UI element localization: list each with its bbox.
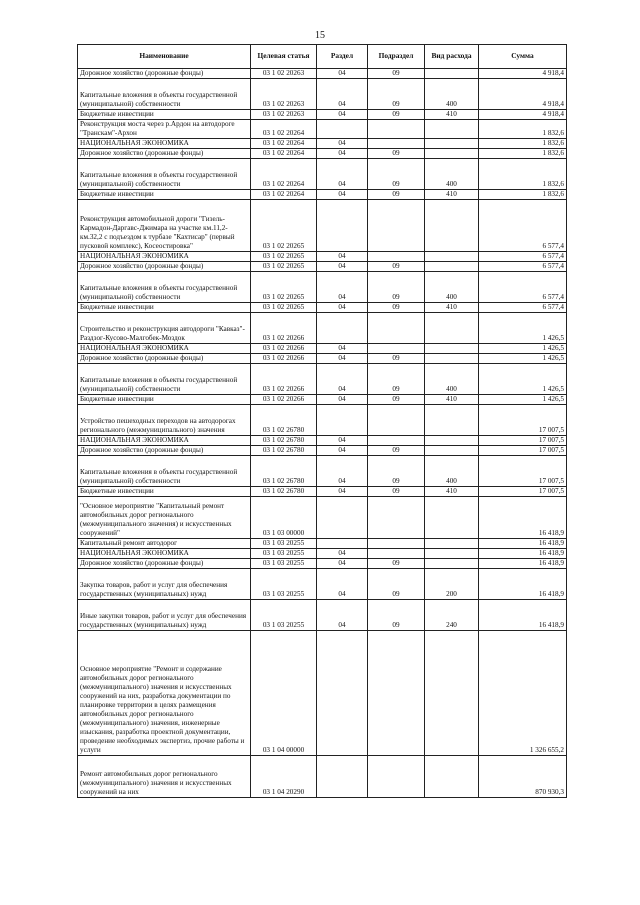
cell-expense-type: [425, 69, 479, 79]
table-row: [78, 344, 567, 354]
cell-expense-type: 410: [425, 110, 479, 120]
cell-section: 04: [317, 446, 368, 456]
table-row: [78, 756, 567, 798]
table-row: [78, 149, 567, 159]
cell-target-article: 03 1 02 20265: [251, 252, 317, 262]
cell-name: Дорожное хозяйство (дорожные фонды): [78, 559, 251, 569]
cell-subsection: [368, 549, 425, 559]
cell-section: [317, 405, 368, 436]
cell-sum: 1 832,6: [479, 120, 567, 139]
cell-subsection: 09: [368, 487, 425, 497]
cell-section: 04: [317, 272, 368, 303]
cell-section: [317, 120, 368, 139]
cell-sum: 1 832,6: [479, 149, 567, 159]
cell-name: Дорожное хозяйство (дорожные фонды): [78, 262, 251, 272]
cell-name: Капитальные вложения в объекты государственной (муниципальной) собственности: [78, 272, 251, 303]
cell-target-article: 03 1 02 20264: [251, 159, 317, 190]
cell-subsection: 09: [368, 110, 425, 120]
cell-target-article: 03 1 02 20265: [251, 262, 317, 272]
cell-subsection: 09: [368, 272, 425, 303]
cell-sum: 1 832,6: [479, 139, 567, 149]
cell-name: НАЦИОНАЛЬНАЯ ЭКОНОМИКА: [78, 436, 251, 446]
cell-target-article: 03 1 02 20264: [251, 190, 317, 200]
cell-sum: 17 007,5: [479, 436, 567, 446]
table-row: [78, 436, 567, 446]
cell-name: Бюджетные инвестиции: [78, 303, 251, 313]
cell-name: НАЦИОНАЛЬНАЯ ЭКОНОМИКА: [78, 549, 251, 559]
cell-target-article: 03 1 03 20255: [251, 600, 317, 631]
cell-target-article: 03 1 03 20255: [251, 559, 317, 569]
cell-subsection: 09: [368, 600, 425, 631]
cell-target-article: 03 1 02 20263: [251, 110, 317, 120]
cell-expense-type: 410: [425, 303, 479, 313]
cell-subsection: 09: [368, 354, 425, 364]
table-row: [78, 446, 567, 456]
cell-subsection: 09: [368, 364, 425, 395]
cell-expense-type: [425, 313, 479, 344]
cell-name: Дорожное хозяйство (дорожные фонды): [78, 149, 251, 159]
cell-name: Капитальные вложения в объекты государственной (муниципальной) собственности: [78, 456, 251, 487]
table-row: [78, 559, 567, 569]
cell-section: 04: [317, 569, 368, 600]
cell-expense-type: 400: [425, 456, 479, 487]
cell-section: 04: [317, 139, 368, 149]
table-row: [78, 569, 567, 600]
table-row: [78, 313, 567, 344]
cell-name: Капитальные вложения в объекты государственной (муниципальной) собственности: [78, 159, 251, 190]
cell-sum: 16 418,9: [479, 559, 567, 569]
cell-expense-type: [425, 252, 479, 262]
cell-target-article: 03 1 02 20264: [251, 120, 317, 139]
cell-sum: 17 007,5: [479, 446, 567, 456]
cell-subsection: 09: [368, 559, 425, 569]
cell-subsection: [368, 756, 425, 798]
cell-name: Бюджетные инвестиции: [78, 110, 251, 120]
cell-subsection: [368, 313, 425, 344]
cell-name: Ремонт автомобильных дорог регионального (межмуниципального) значения и искусственных сооружений на них: [78, 756, 251, 798]
cell-sum: 1 832,6: [479, 190, 567, 200]
cell-target-article: 03 1 02 26780: [251, 487, 317, 497]
table-row: [78, 497, 567, 539]
cell-subsection: 09: [368, 159, 425, 190]
cell-target-article: 03 1 02 20266: [251, 354, 317, 364]
header-target-article: Целевая статья: [251, 45, 317, 69]
header-section: Раздел: [317, 45, 368, 69]
cell-sum: 17 007,5: [479, 487, 567, 497]
cell-subsection: [368, 139, 425, 149]
cell-section: 04: [317, 149, 368, 159]
cell-subsection: [368, 405, 425, 436]
table-row: [78, 405, 567, 436]
table-row: [78, 354, 567, 364]
cell-sum: 16 418,9: [479, 497, 567, 539]
cell-expense-type: 410: [425, 395, 479, 405]
cell-name: "Основное мероприятие "Капитальный ремонт автомобильных дорог регионального (межмуниципального значения) и искусственных сооружений": [78, 497, 251, 539]
cell-expense-type: 410: [425, 190, 479, 200]
table-row: [78, 262, 567, 272]
cell-expense-type: [425, 120, 479, 139]
cell-section: [317, 200, 368, 252]
cell-sum: 6 577,4: [479, 200, 567, 252]
cell-target-article: 03 1 02 20264: [251, 139, 317, 149]
cell-expense-type: 200: [425, 569, 479, 600]
cell-sum: 1 426,5: [479, 395, 567, 405]
cell-expense-type: [425, 405, 479, 436]
table-row: [78, 539, 567, 549]
cell-section: 04: [317, 559, 368, 569]
cell-subsection: 09: [368, 395, 425, 405]
cell-name: Реконструкция моста через р.Ардон на автодороге "Транскам"-Архон: [78, 120, 251, 139]
cell-subsection: [368, 436, 425, 446]
cell-section: 04: [317, 190, 368, 200]
cell-subsection: 09: [368, 190, 425, 200]
cell-sum: 1 426,5: [479, 364, 567, 395]
cell-section: 04: [317, 110, 368, 120]
table-row: [78, 159, 567, 190]
cell-sum: 1 832,6: [479, 159, 567, 190]
cell-expense-type: 400: [425, 79, 479, 110]
cell-sum: 1 426,5: [479, 313, 567, 344]
cell-target-article: 03 1 02 20265: [251, 272, 317, 303]
cell-section: 04: [317, 252, 368, 262]
cell-section: [317, 497, 368, 539]
table-row: [78, 303, 567, 313]
cell-section: 04: [317, 436, 368, 446]
table-row: [78, 364, 567, 395]
cell-name: Бюджетные инвестиции: [78, 190, 251, 200]
cell-sum: 870 930,3: [479, 756, 567, 798]
cell-expense-type: [425, 354, 479, 364]
cell-name: Бюджетные инвестиции: [78, 395, 251, 405]
cell-subsection: 09: [368, 149, 425, 159]
table-row: [78, 549, 567, 559]
table-row: [78, 600, 567, 631]
cell-subsection: [368, 120, 425, 139]
cell-section: 04: [317, 159, 368, 190]
cell-section: 04: [317, 303, 368, 313]
cell-name: НАЦИОНАЛЬНАЯ ЭКОНОМИКА: [78, 344, 251, 354]
cell-name: Закупка товаров, работ и услуг для обеспечения государственных (муниципальных) нужд: [78, 569, 251, 600]
cell-sum: 6 577,4: [479, 272, 567, 303]
cell-sum: 6 577,4: [479, 262, 567, 272]
cell-sum: 17 007,5: [479, 405, 567, 436]
cell-name: Бюджетные инвестиции: [78, 487, 251, 497]
cell-expense-type: 410: [425, 487, 479, 497]
cell-target-article: 03 1 02 20266: [251, 395, 317, 405]
page-number: 15: [315, 30, 325, 41]
cell-subsection: [368, 344, 425, 354]
cell-target-article: 03 1 02 20264: [251, 149, 317, 159]
cell-subsection: [368, 497, 425, 539]
cell-expense-type: [425, 262, 479, 272]
cell-sum: 16 418,9: [479, 600, 567, 631]
cell-section: 04: [317, 344, 368, 354]
cell-name: Капитальные вложения в объекты государственной (муниципальной) собственности: [78, 364, 251, 395]
cell-target-article: 03 1 02 20266: [251, 364, 317, 395]
cell-section: 04: [317, 456, 368, 487]
cell-subsection: 09: [368, 69, 425, 79]
cell-subsection: 09: [368, 446, 425, 456]
cell-expense-type: 400: [425, 159, 479, 190]
cell-section: 04: [317, 549, 368, 559]
cell-subsection: [368, 539, 425, 549]
cell-subsection: [368, 631, 425, 756]
cell-section: 04: [317, 600, 368, 631]
cell-sum: 4 918,4: [479, 110, 567, 120]
cell-name: Основное мероприятие "Ремонт и содержание автомобильных дорог регионального (межмуниципального) значения и искусственных сооружений на них, разработка документации по планировке территории в целях размещения автомобильных дорог регионального (межмуниципального) значения, инженерные изыскания, разработка проектной документации, проведение необходимых экспертиз, прочие работы и услуги: [78, 631, 251, 756]
cell-expense-type: 400: [425, 272, 479, 303]
cell-target-article: 03 1 02 20265: [251, 200, 317, 252]
table-row: [78, 200, 567, 252]
cell-subsection: [368, 200, 425, 252]
table-row: [78, 456, 567, 487]
table-row: [78, 190, 567, 200]
cell-section: 04: [317, 487, 368, 497]
table-row: [78, 120, 567, 139]
cell-target-article: 03 1 04 00000: [251, 631, 317, 756]
cell-name: Иные закупки товаров, работ и услуг для обеспечения государственных (муниципальных) нужд: [78, 600, 251, 631]
table-row: [78, 139, 567, 149]
cell-name: Строительство и реконструкция автодороги "Кавказ"-Раздзог-Кусово-Малгобек-Моздок: [78, 313, 251, 344]
table-row: [78, 395, 567, 405]
header-expense-type: Вид расхода: [425, 45, 479, 69]
cell-sum: 1 426,5: [479, 344, 567, 354]
budget-table: [77, 44, 567, 798]
cell-sum: 1 426,5: [479, 354, 567, 364]
header-name: Наименование: [78, 45, 251, 69]
cell-subsection: 09: [368, 456, 425, 487]
cell-expense-type: [425, 200, 479, 252]
table-row: [78, 110, 567, 120]
cell-expense-type: [425, 344, 479, 354]
table-row: [78, 79, 567, 110]
header-subsection: Подраздел: [368, 45, 425, 69]
table-row: [78, 631, 567, 756]
cell-expense-type: [425, 549, 479, 559]
cell-name: НАЦИОНАЛЬНАЯ ЭКОНОМИКА: [78, 139, 251, 149]
cell-section: [317, 539, 368, 549]
cell-target-article: 03 1 02 20266: [251, 344, 317, 354]
table-header-row: [78, 45, 567, 69]
cell-expense-type: [425, 631, 479, 756]
cell-sum: 4 918,4: [479, 79, 567, 110]
cell-target-article: 03 1 02 26780: [251, 456, 317, 487]
cell-target-article: 03 1 02 20263: [251, 79, 317, 110]
cell-target-article: 03 1 02 20265: [251, 303, 317, 313]
cell-name: Реконструкция автомобильной дороги "Гизель-Кармадон-Даргавс-Джимара на участке км.11,2-км.32,2 с подъездом к турбазе "Кахтисар" (первый пусковой комплекс), Косеостировка": [78, 200, 251, 252]
cell-name: НАЦИОНАЛЬНАЯ ЭКОНОМИКА: [78, 252, 251, 262]
cell-name: Дорожное хозяйство (дорожные фонды): [78, 354, 251, 364]
cell-sum: 1 326 655,2: [479, 631, 567, 756]
cell-expense-type: [425, 539, 479, 549]
cell-subsection: 09: [368, 569, 425, 600]
cell-sum: 6 577,4: [479, 303, 567, 313]
cell-expense-type: [425, 149, 479, 159]
cell-target-article: 03 1 02 20263: [251, 69, 317, 79]
cell-subsection: [368, 252, 425, 262]
cell-expense-type: [425, 139, 479, 149]
cell-section: 04: [317, 79, 368, 110]
cell-target-article: 03 1 02 26780: [251, 436, 317, 446]
cell-section: 04: [317, 364, 368, 395]
cell-section: [317, 313, 368, 344]
cell-section: [317, 756, 368, 798]
header-sum: Сумма: [479, 45, 567, 69]
cell-target-article: 03 1 03 00000: [251, 497, 317, 539]
cell-expense-type: [425, 756, 479, 798]
cell-sum: 17 007,5: [479, 456, 567, 487]
cell-subsection: 09: [368, 79, 425, 110]
cell-expense-type: [425, 436, 479, 446]
cell-expense-type: [425, 497, 479, 539]
table-row: [78, 252, 567, 262]
cell-name: Устройство пешеходных переходов на автодорогах регионального (межмуниципального) значения: [78, 405, 251, 436]
cell-expense-type: 400: [425, 364, 479, 395]
table-row: [78, 272, 567, 303]
cell-section: 04: [317, 354, 368, 364]
cell-target-article: 03 1 04 20290: [251, 756, 317, 798]
cell-name: Капитальный ремонт автодорог: [78, 539, 251, 549]
cell-sum: 6 577,4: [479, 252, 567, 262]
cell-sum: 16 418,9: [479, 569, 567, 600]
cell-expense-type: [425, 559, 479, 569]
cell-name: Дорожное хозяйство (дорожные фонды): [78, 446, 251, 456]
cell-sum: 16 418,9: [479, 539, 567, 549]
table-row: [78, 69, 567, 79]
cell-sum: 4 918,4: [479, 69, 567, 79]
cell-target-article: 03 1 03 20255: [251, 569, 317, 600]
cell-subsection: 09: [368, 262, 425, 272]
cell-target-article: 03 1 03 20255: [251, 549, 317, 559]
cell-target-article: 03 1 03 20255: [251, 539, 317, 549]
cell-target-article: 03 1 02 20266: [251, 313, 317, 344]
cell-section: 04: [317, 69, 368, 79]
table-row: [78, 487, 567, 497]
cell-target-article: 03 1 02 26780: [251, 446, 317, 456]
cell-expense-type: [425, 446, 479, 456]
cell-name: Капитальные вложения в объекты государственной (муниципальной) собственности: [78, 79, 251, 110]
cell-expense-type: 240: [425, 600, 479, 631]
cell-target-article: 03 1 02 26780: [251, 405, 317, 436]
cell-subsection: 09: [368, 303, 425, 313]
cell-section: [317, 631, 368, 756]
cell-name: Дорожное хозяйство (дорожные фонды): [78, 69, 251, 79]
cell-sum: 16 418,9: [479, 549, 567, 559]
cell-section: 04: [317, 395, 368, 405]
cell-section: 04: [317, 262, 368, 272]
